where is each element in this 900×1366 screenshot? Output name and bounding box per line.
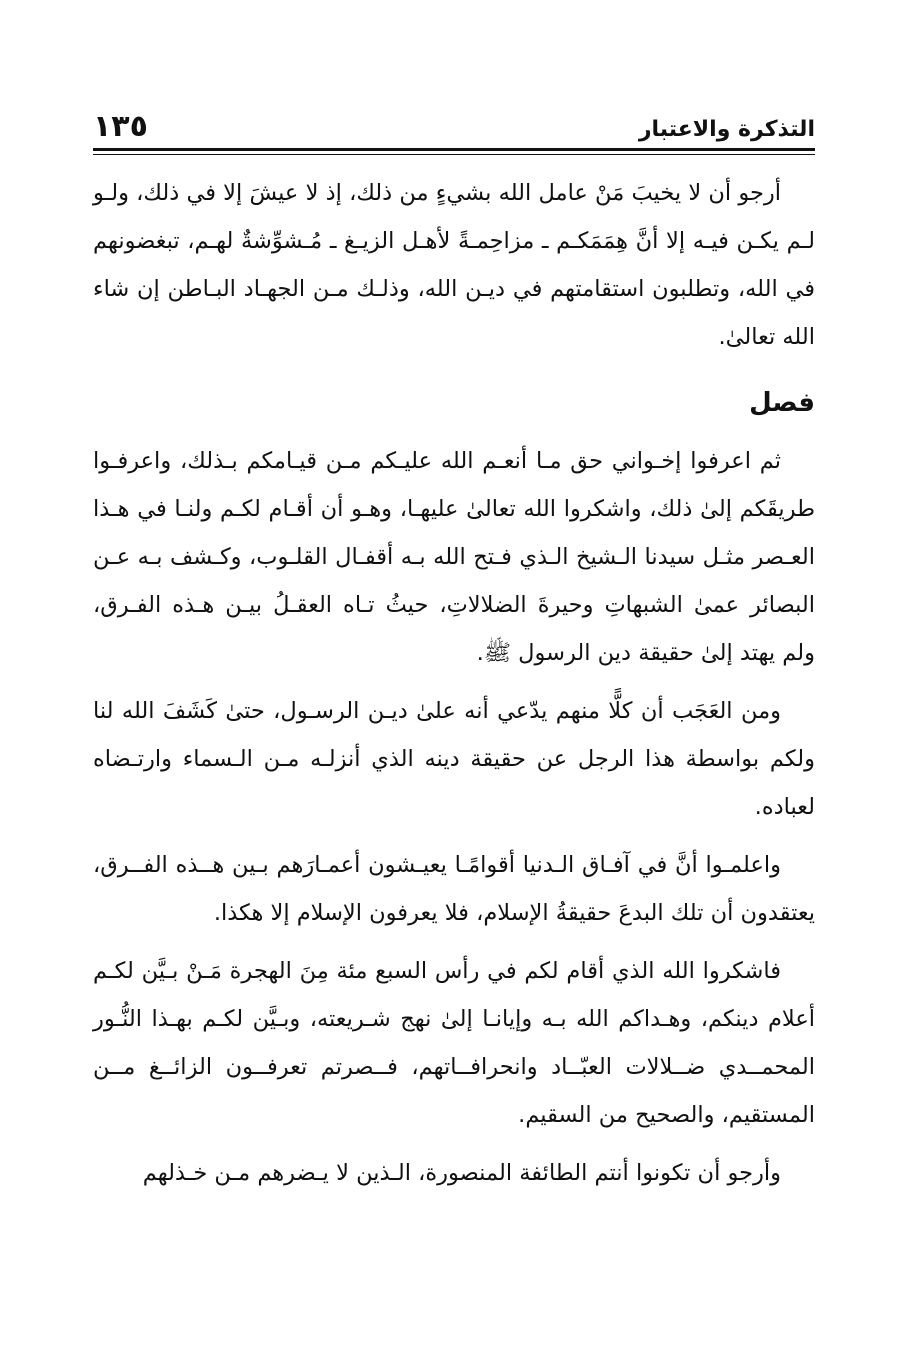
section-title: فصل xyxy=(749,388,815,418)
paragraph-4: واعلمـوا أنَّ في آفـاق الـدنيا أقوامًـا يعيـشون أعمـارَهم بـين هــذه الفــرق، يعتقدون أن تلك البدعَ حقيقةُ الإسلام، فلا يعرفون الإسلام إلا هكذا. xyxy=(93,852,815,926)
running-title: التذكرة والاعتبار xyxy=(638,117,815,142)
header-rule-thin xyxy=(93,154,815,155)
paragraph-5: فاشكروا الله الذي أقام لكم في رأس السبع مئة مِنَ الهجرة مَـنْ بـيَّن لكـم أعلام دينكم، وهـداكم الله بـه وإيانـا إلىٰ نهج شـريعته، وبـيَّن لكـم بهـذا النُّـور المحمــدي ضــلالات العبّــاد وانحرافــاتهم، فــصرتم تعرفــون الزائــغ مــن المستقيم، والصحيح من السقيم. xyxy=(93,958,815,1128)
paragraph-1: أرجو أن لا يخيبَ مَنْ عامل الله بشيءٍ من ذلك، إذ لا عيشَ إلا في ذلك، ولـو لـم يكـن فيـه إلا أنَّ هِمَمَكـم ـ مزاحِمـةً لأهـل الزيـغ ـ مُـشوِّشةٌ لهـم، تبغضونهم في الله، وتطلبون استقامتهم في ديـن الله، وذلـك مـن الجهـاد البـاطن إن شاء الله تعالىٰ. xyxy=(93,180,815,350)
paragraph-6: وأرجو أن تكونوا أنتم الطائفة المنصورة، الـذين لا يـضرهم مـن خـذلهم xyxy=(142,1160,781,1186)
page-body xyxy=(93,169,815,1197)
running-header xyxy=(93,100,815,148)
header-rule-thick xyxy=(93,148,815,151)
page-number: ١٣٥ xyxy=(93,109,148,144)
book-page xyxy=(93,100,815,1300)
paragraph-2: ثم اعرفوا إخـواني حق مـا أنعـم الله عليـكم مـن قيـامكم بـذلك، واعرفـوا طريقَكم إلىٰ ذلك، واشكروا الله تعالىٰ عليهـا، وهـو أن أقـام لكـم ولنـا في هـذا العـصر مثـل سيدنا الـشيخ الـذي فـتح الله بـه أقفـال القلـوب، وكـشف بـه عـن البصائر عمىٰ الشبهاتِ وحيرةَ الضلالاتِ، حيثُ تـاه العقـلُ بيـن هـذه الفـرق، ولم يهتد إلىٰ حقيقة دين الرسول ﷺ. xyxy=(93,448,815,666)
paragraph-3: ومن العَجَب أن كلًّا منهم يدّعي أنه علىٰ ديـن الرسـول، حتىٰ كَشَفَ الله لنا ولكم بواسطة هذا الرجل عن حقيقة دينه الذي أنزلـه مـن الـسماء وارتـضاه لعباده. xyxy=(93,698,815,820)
